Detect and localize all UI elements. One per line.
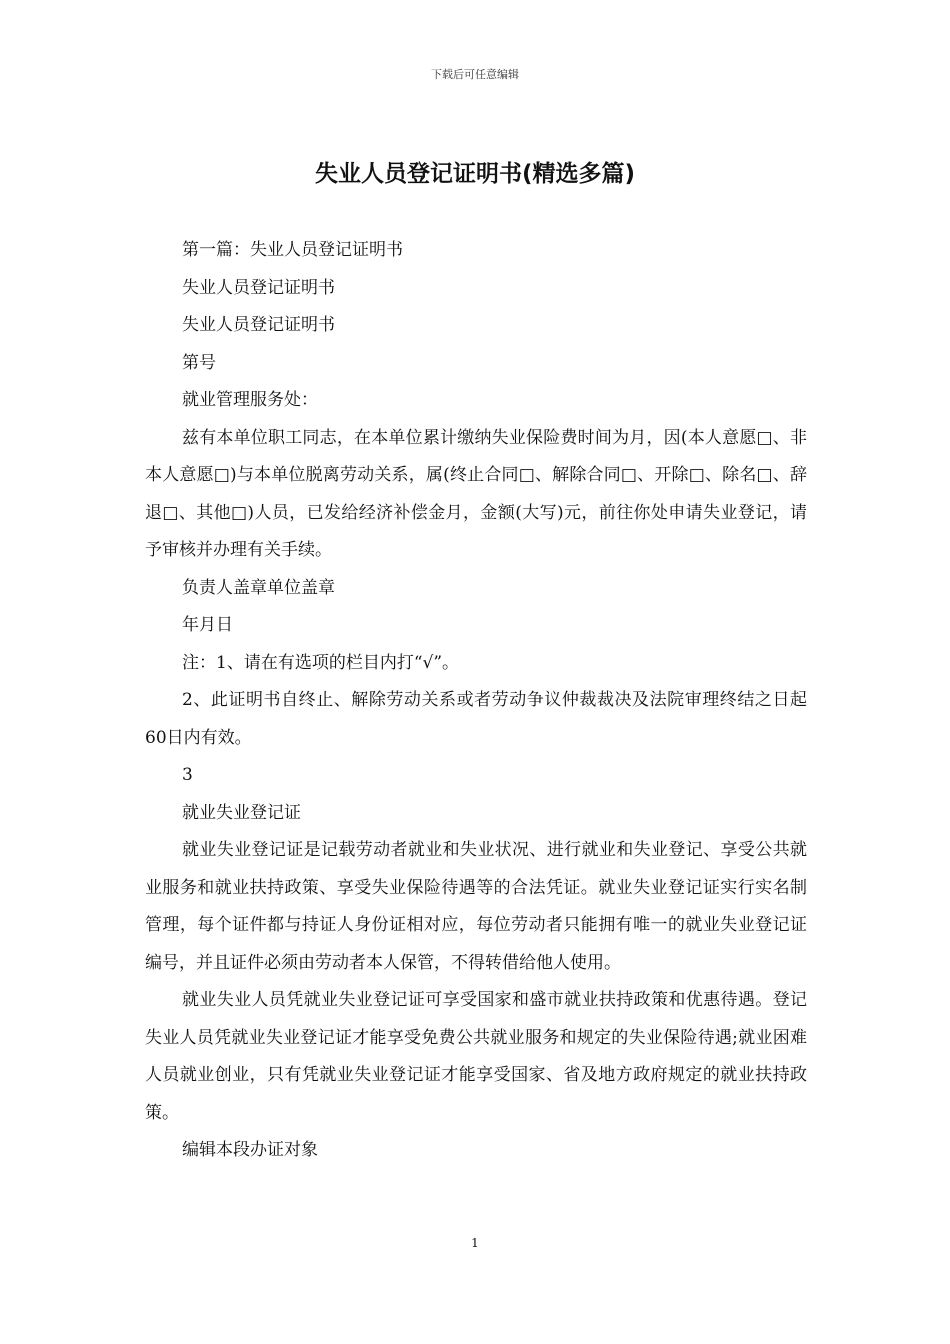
paragraph: 就业失业人员凭就业失业登记证可享受国家和盛市就业扶持政策和优惠待遇。登记失业人员凭就业失业登记证才能享受免费公共就业服务和规定的失业保险待遇;就业困难人员就业创业，只有凭就业失业登记证才能享受国家、省及地方政府规定的就业扶持政策。 [145, 990, 807, 1123]
paragraph: 第号 [182, 352, 216, 373]
paragraph: 失业人员登记证明书 [182, 277, 335, 298]
paragraph: 负责人盖章单位盖章 [182, 577, 335, 598]
paragraph: 2、此证明书自终止、解除劳动关系或者劳动争议仲裁裁决及法院审理终结之日起60日内有效。 [145, 690, 807, 748]
paragraph: 3 [182, 765, 193, 785]
paragraph: 就业失业登记证 [182, 802, 301, 823]
paragraph: 编辑本段办证对象 [182, 1140, 318, 1160]
paragraph: 就业管理服务处： [182, 390, 318, 410]
page-number: 1 [471, 1236, 479, 1250]
paragraph: 注：1、请在有选项的栏目内打“√”。 [182, 652, 460, 673]
paragraph: 就业失业登记证是记载劳动者就业和失业状况、进行就业和失业登记、享受公共就业服务和就业扶持政策、享受失业保险待遇等的合法凭证。就业失业登记证实行实名制管理，每个证件都与持证人身份证相对应，每位劳动者只能拥有唯一的就业失业登记证编号，并且证件必须由劳动者本人保管，不得转借给他人使用。 [145, 840, 807, 973]
document-body [145, 232, 807, 1170]
document-title: 失业人员登记证明书(精选多篇) [314, 161, 636, 187]
page-header: 下载后可任意编辑 [431, 68, 519, 81]
paragraph: 失业人员登记证明书 [182, 315, 335, 335]
paragraph: 第一篇：失业人员登记证明书 [182, 240, 403, 260]
paragraph: 兹有本单位职工同志，在本单位累计缴纳失业保险费时间为月，因(本人意愿□、非本人意愿□)与本单位脱离劳动关系，属(终止合同□、解除合同□、开除□、除名□、辞退□、其他□)人员，已发给经济补偿金月，金额(大写)元，前往你处申请失业登记，请予审核并办理有关手续。 [145, 427, 807, 560]
paragraph: 年月日 [182, 615, 233, 635]
